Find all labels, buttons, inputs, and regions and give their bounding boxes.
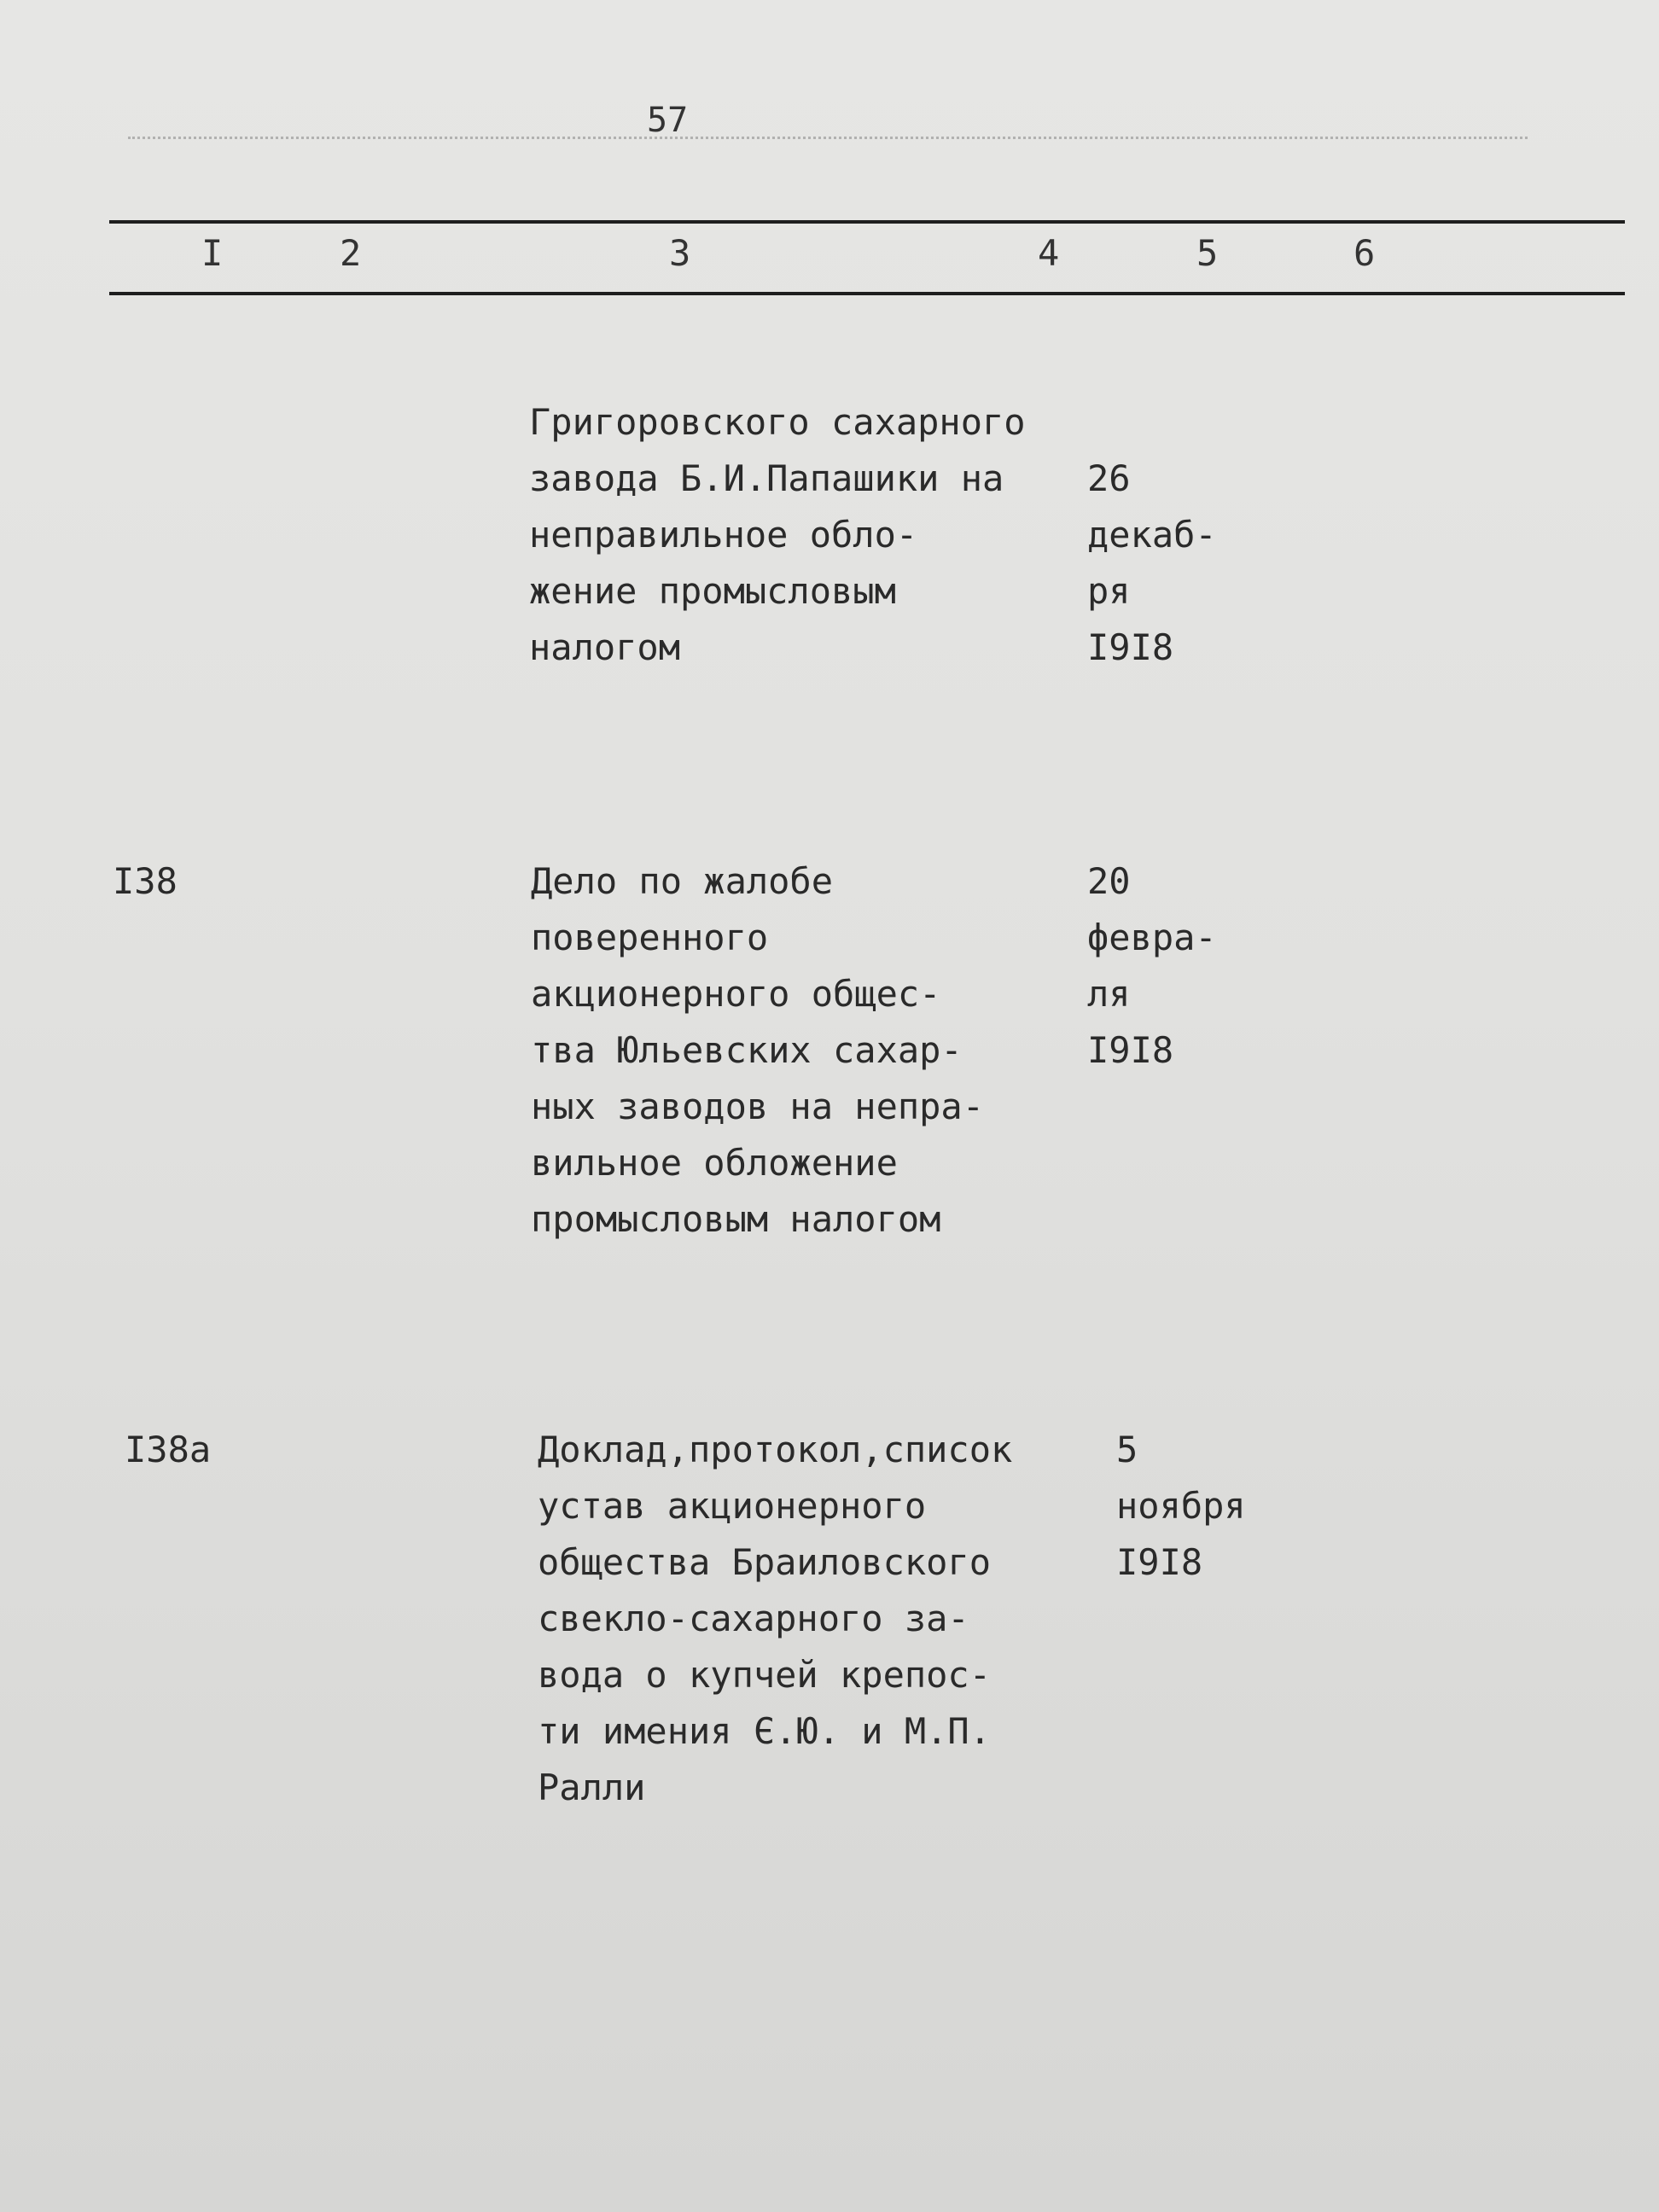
column-header-2: 2 [340, 232, 362, 274]
entry-number: I38а [125, 1429, 212, 1470]
entry-title-line: Дело по жалобе [531, 860, 834, 902]
entry-date-line: 5 [1116, 1429, 1138, 1470]
dotted-divider [128, 137, 1528, 139]
entry-title-line: общества Браиловского [538, 1541, 992, 1583]
table-top-rule [109, 220, 1625, 224]
entry-title-line: вода о купчей крепос- [538, 1654, 992, 1696]
column-header-4: 4 [1038, 232, 1060, 274]
entry-title-line: неправильное обло- [529, 514, 918, 556]
entry-title-line: устав акционерного [538, 1485, 927, 1527]
entry-title [529, 394, 1026, 676]
column-header-6: 6 [1353, 232, 1376, 274]
entry-date-line: февра- [1087, 917, 1217, 958]
entry-number: I38 [113, 860, 178, 902]
bleed-through [128, 341, 210, 567]
entry-title-line: налогом [529, 626, 681, 668]
column-header-3: 3 [669, 232, 691, 274]
entry-title-line: завода Б.И.Папашики на [529, 457, 1004, 499]
entry-title-line: жение промысловым [529, 570, 896, 612]
column-header-1: I [201, 232, 224, 274]
entry-title-line: вильное обложение [531, 1142, 898, 1184]
entry-date-line: ля [1087, 973, 1131, 1015]
entry-title [531, 853, 984, 1248]
table-header-bottom-rule [109, 292, 1625, 295]
entry-date-line: I9I8 [1116, 1541, 1203, 1583]
entry-title-line: тва Юльевских сахар- [531, 1029, 963, 1071]
entry-title [538, 1422, 1012, 1816]
entry-date [1087, 853, 1217, 1079]
entry-date [1116, 1422, 1246, 1591]
entry-date-line: 26 [1087, 457, 1131, 499]
entry-date-line: декаб- [1087, 514, 1217, 556]
entry-title-line: поверенного [531, 917, 769, 958]
column-header-5: 5 [1196, 232, 1219, 274]
entry-title-line: Доклад,протокол,список [538, 1429, 1013, 1470]
entry-title-line: акционерного общес- [531, 973, 941, 1015]
entry-date [1087, 394, 1217, 676]
entry-date-line: I9I8 [1087, 626, 1174, 668]
entry-date-line: ря [1087, 570, 1131, 612]
entry-date-line: 20 [1087, 860, 1131, 902]
entry-title-line: ти имения Є.Ю. и М.П. [538, 1710, 992, 1752]
entry-title-line: ных заводов на непра- [531, 1086, 985, 1127]
entry-title-line: Григоровского сахарного [529, 401, 1026, 443]
entry-title-line: промысловым налогом [531, 1198, 941, 1240]
entry-date-line: I9I8 [1087, 1029, 1174, 1071]
entry-title-line: свекло-сахарного за- [538, 1598, 969, 1639]
entry-date-line [1087, 394, 1217, 451]
entry-date-line: ноября [1116, 1485, 1246, 1527]
entry-title-line: Ралли [538, 1767, 646, 1808]
page-number: 57 [647, 101, 689, 140]
